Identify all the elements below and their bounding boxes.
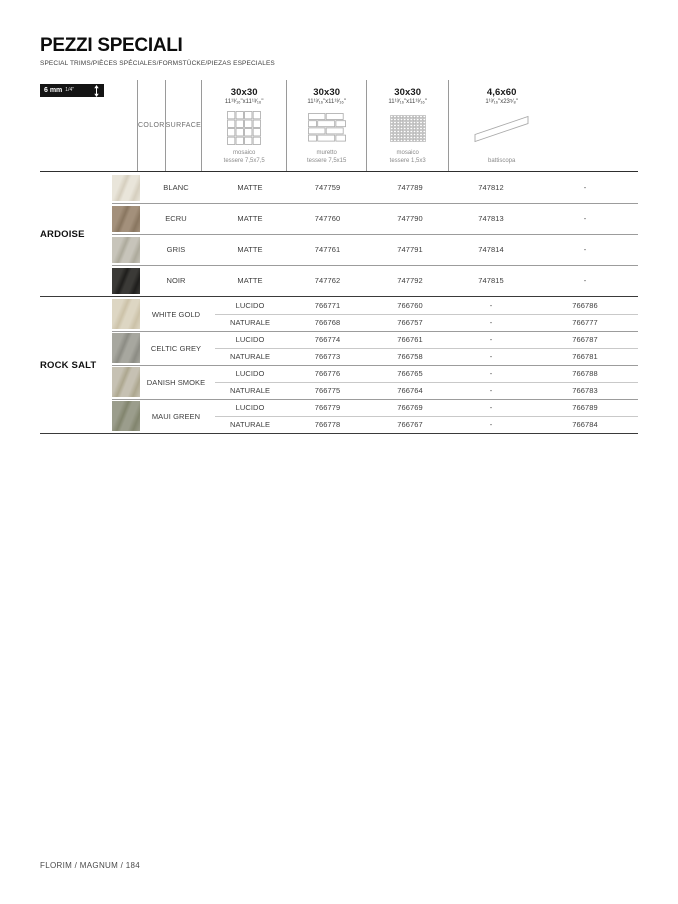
group-label: ARDOISE [40,228,85,240]
mosaic-grid-icon [227,106,261,150]
table-body [40,172,638,434]
article-code: 747760 [314,214,341,223]
size-caption-line: tessere 7,5x7,5 [223,158,265,165]
group-label: ROCK SALT [40,359,97,371]
article-code: 747791 [397,245,423,254]
finish-row [215,297,638,314]
product-group [40,172,638,296]
article-code: - [489,301,493,310]
article-code: 766778 [314,420,341,429]
fine-mosaic-icon [390,106,426,150]
size-inches: 11¹³⁄₁₆"x11¹³⁄₁₆" [388,99,427,105]
article-code: 766788 [572,369,598,378]
thickness-inches: 1/4" [65,87,75,93]
surface-label: LUCIDO [235,369,265,378]
color-swatch [112,237,140,263]
finish-row [215,382,638,399]
surface-label: MATTE [237,183,263,192]
surface-label: MATTE [237,245,263,254]
surface-label: NATURALE [229,386,271,395]
color-name: DANISH SMOKE [146,377,206,387]
color-name: MAUI GREEN [151,411,201,421]
article-code: 766765 [397,369,423,378]
article-code: - [583,245,587,254]
article-code: - [489,420,493,429]
column-header-color: COLOR [137,80,165,171]
table-header [40,80,638,172]
article-code: 766776 [314,369,341,378]
article-code: 766775 [314,386,341,395]
article-code: 747759 [314,183,341,192]
size-column-header [366,80,448,171]
thickness-value: 6 mm [44,87,63,94]
page-title: PEZZI SPECIALI [40,35,183,56]
color-row [40,203,638,234]
finish-row [215,331,638,348]
surface-label: LUCIDO [235,335,265,344]
article-code: 766774 [314,335,341,344]
article-code: 766769 [397,403,423,412]
size-caption-line: muretto [316,150,337,157]
article-code: 766771 [314,301,341,310]
page-subtitle: SPECIAL TRIMS/PIÈCES SPÉCIALES/FORMSTÜCKE/PIEZAS ESPECIALES [40,60,275,67]
article-code: - [583,276,587,285]
article-code: - [583,214,587,223]
size-column-header [201,80,286,171]
surface-label: MATTE [237,276,263,285]
article-code: 766779 [314,403,341,412]
finish-row [215,365,638,382]
color-row [40,399,638,433]
surface-label: LUCIDO [235,301,265,310]
article-code: 766760 [397,301,423,310]
color-swatch [112,175,140,201]
size-column-header [448,80,554,171]
article-code: - [489,369,493,378]
color-swatch [112,206,140,232]
article-code: - [583,183,587,192]
size-inches: 11¹³⁄₁₆"x11¹³⁄₁₆" [307,99,346,105]
article-code: 766773 [314,352,341,361]
thickness-badge [40,84,104,97]
size-caption-line: mosaico [396,150,419,157]
size-caption [307,150,346,171]
article-code: - [489,335,493,344]
size-caption-line: tessere 1,5x3 [389,158,426,165]
article-code: 766757 [397,318,423,327]
article-code: - [489,318,493,327]
article-code: 747789 [397,183,423,192]
article-code: 766781 [572,352,598,361]
article-code: - [489,403,493,412]
column-header-surface: SURFACE [165,80,202,171]
article-code: 766767 [397,420,423,429]
article-code: 747792 [397,276,423,285]
color-swatch [112,299,140,329]
article-code: 766784 [572,420,598,429]
finish-row [215,203,638,234]
article-code: 747761 [314,245,341,254]
size-column-header [286,80,366,171]
color-name: BLANC [163,183,189,192]
color-name: GRIS [166,245,186,254]
article-code: 766764 [397,386,423,395]
article-code: 766787 [572,335,598,344]
color-row [40,265,638,296]
finish-row [215,399,638,416]
article-code: 766758 [397,352,423,361]
size-inches: 11¹³⁄₁₆"x11¹³⁄₁₆" [224,99,264,105]
size-caption [224,150,265,171]
finish-row [215,234,638,265]
surface-label: LUCIDO [235,403,265,412]
article-code: 747812 [478,183,504,192]
article-code: 766761 [397,335,423,344]
size-label: 30x30 [313,87,341,98]
finish-row [215,416,638,433]
thickness-cell [40,80,137,171]
finish-row [215,348,638,365]
article-code: 747813 [478,214,504,223]
surface-label: NATURALE [229,352,271,361]
page-footer: FLORIM / MAGNUM / 184 [40,861,141,870]
surface-label: MATTE [237,214,263,223]
color-swatch [112,401,140,431]
article-code: 747790 [397,214,423,223]
article-code: 747762 [314,276,341,285]
finish-row [215,314,638,331]
size-label: 30x30 [394,87,422,98]
surface-label: NATURALE [229,420,271,429]
color-row [40,331,638,365]
article-code: - [489,386,493,395]
color-row [40,297,638,331]
article-code: 747814 [478,245,504,254]
color-row [40,365,638,399]
size-inches: 1¹³⁄₁₆"x23⁵⁄₈" [485,99,519,105]
article-code: 766786 [572,301,598,310]
article-code: 766783 [572,386,598,395]
size-label: 30x30 [230,87,258,98]
size-label: 4,6x60 [486,87,517,98]
article-code: 747815 [478,276,504,285]
size-caption [390,150,426,171]
product-group [40,296,638,433]
article-code: 766768 [314,318,341,327]
color-name: CELTIC GREY [150,343,202,353]
color-row [40,172,638,203]
size-caption-line: tessere 7,5x15 [306,158,347,165]
article-code: 766777 [572,318,598,327]
color-swatch [112,333,140,363]
muretto-icon [308,106,346,150]
color-name: WHITE GOLD [151,309,201,319]
size-caption-line: mosaico [233,150,256,157]
thickness-arrow-icon [93,85,100,97]
product-table [40,80,638,434]
article-code: 766789 [572,403,598,412]
size-caption [488,158,515,171]
color-row [40,234,638,265]
color-name: NOIR [166,276,186,285]
color-name: ECRU [165,214,187,223]
finish-row [215,172,638,203]
size-caption-line: battiscopa [487,158,516,165]
battiscopa-icon [473,106,531,150]
color-swatch [112,268,140,294]
finish-row [215,265,638,296]
surface-label: NATURALE [229,318,271,327]
color-swatch [112,367,140,397]
article-code: - [489,352,493,361]
